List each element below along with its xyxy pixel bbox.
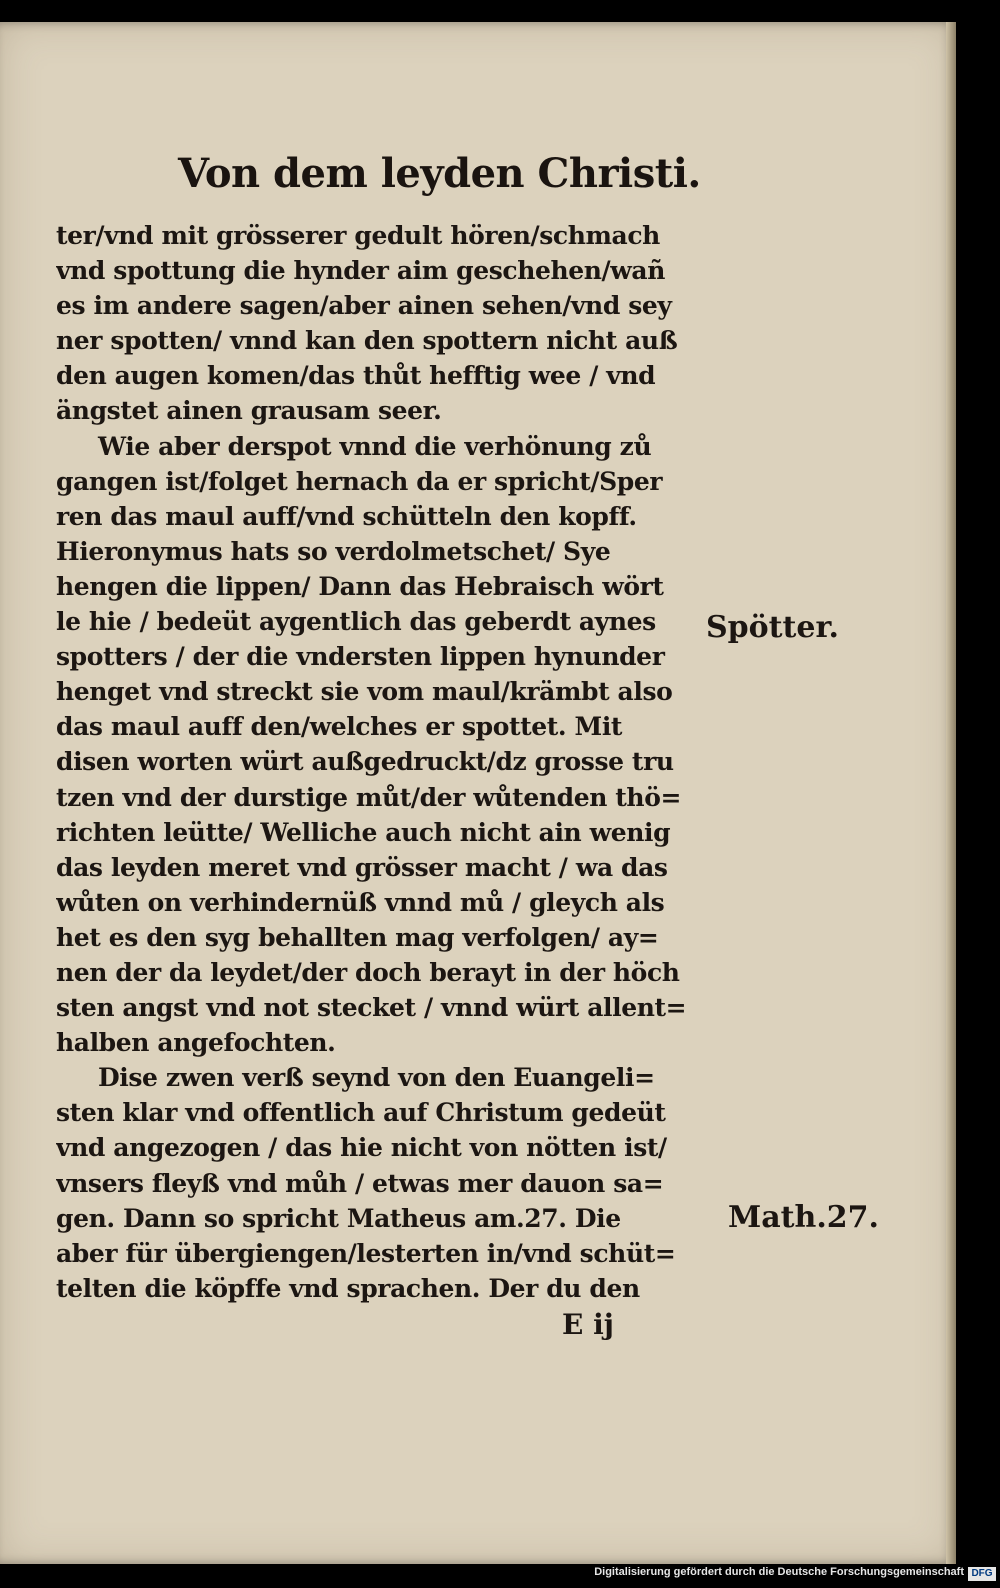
text-line: halben angefochten. (56, 1028, 336, 1058)
text-line: ner spotten/ vnnd kan den spottern nicht auß (56, 326, 678, 356)
text-line: das maul auff den/welches er spottet. Mit (56, 712, 623, 742)
text-line: henget vnd streckt sie vom maul/krämbt also (56, 677, 673, 707)
text-line: gangen ist/folget hernach da er spricht/Sper (56, 466, 663, 496)
text-line: es im andere sagen/aber ainen sehen/vnd sey (56, 291, 672, 321)
text-line: Wie aber derspot vnnd die verhönung zů (98, 431, 652, 461)
text-line: sten angst vnd not stecket / vnnd würt allent= (56, 993, 687, 1023)
text-line: le hie / bedeüt aygentlich das geberdt aynes (56, 607, 656, 637)
text-line: den augen komen/das thůt hefftig wee / vnd (56, 361, 656, 391)
text-line: spotters / der die vndersten lippen hynunder (56, 642, 665, 672)
text-line: Hieronymus hats so verdolmetschet/ Sye (56, 536, 611, 566)
text-line: Dise zwen verß seynd von den Euangeli= (98, 1063, 655, 1093)
text-line: vnd angezogen / das hie nicht von nötten ist/ (56, 1133, 667, 1163)
margin-note-math: Math.27. (728, 1200, 879, 1235)
running-head: Von dem leyden Christi. (178, 150, 701, 197)
page-edge (946, 22, 956, 1564)
text-line: nen der da leydet/der doch berayt in der höch (56, 957, 680, 987)
text-line: aber für übergiengen/lesterten in/vnd schüt= (56, 1238, 676, 1268)
text-line: sten klar vnd offentlich auf Christum gedeüt (56, 1098, 666, 1128)
text-line: telten die köpffe vnd sprachen. Der du den (56, 1273, 640, 1303)
footer-credit: Digitalisierung gefördert durch die Deutsche Forschungsgemeinschaft (594, 1566, 964, 1578)
body-text (56, 218, 716, 1306)
text-line: ren das maul auff/vnd schütteln den kopff. (56, 501, 637, 531)
text-line: richten leütte/ Welliche auch nicht ain wenig (56, 817, 671, 847)
text-line: tzen vnd der durstige můt/der wůtenden thö= (56, 782, 682, 812)
book-page (0, 22, 956, 1564)
text-line: vnsers fleyß vnd můh / etwas mer dauon sa= (56, 1168, 664, 1198)
dfg-logo: DFG (968, 1567, 996, 1581)
text-line: vnd spottung die hynder aim geschehen/wañ (56, 256, 665, 286)
margin-note-spoetter: Spötter. (706, 610, 839, 645)
text-line: gen. Dann so spricht Matheus am.27. Die (56, 1203, 621, 1233)
text-line: disen worten würt außgedruckt/dz grosse tru (56, 747, 674, 777)
text-line: het es den syg behallten mag verfolgen/ ay= (56, 922, 659, 952)
text-line: das leyden meret vnd grösser macht / wa das (56, 852, 668, 882)
text-line: hengen die lippen/ Dann das Hebraisch wört (56, 571, 664, 601)
text-line: ängstet ainen grausam seer. (56, 396, 442, 426)
signature-mark: E ij (562, 1308, 614, 1341)
text-line: wůten on verhindernüß vnnd mů / gleych als (56, 887, 665, 917)
text-line: ter/vnd mit grösserer gedult hören/schmach (56, 221, 660, 250)
